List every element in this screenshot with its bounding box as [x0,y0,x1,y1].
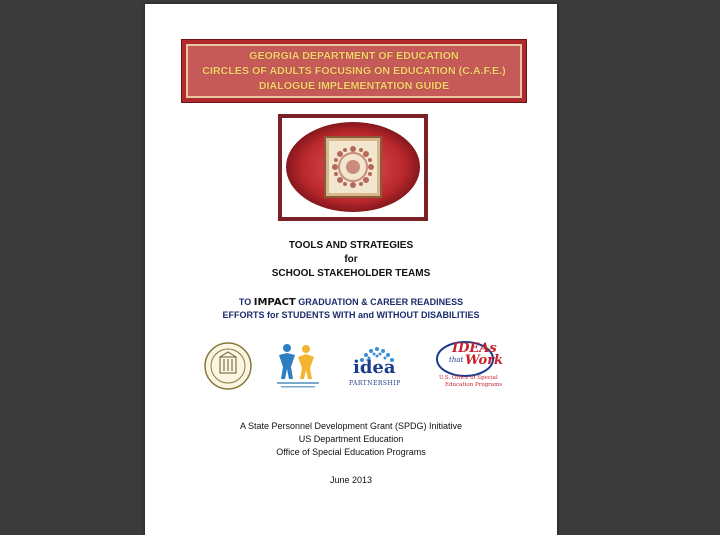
title-line-1: GEORGIA DEPARTMENT OF EDUCATION [249,49,459,62]
tools-line-2: for [344,254,358,265]
grant-line-2: US Department Education [298,434,404,444]
ideas-that-work-logo [435,339,507,395]
ideas-that: that [449,356,464,364]
idea-partnership-logo [345,345,409,393]
idea-sub: PARTNERSHIP [349,380,401,387]
tools-heading [145,239,557,281]
grant-line-3: Office of Special Education Programs [276,447,426,457]
ideas-line1: IDEAs [452,341,497,356]
cafe-emblem [278,114,428,221]
document-page [145,4,557,535]
publication-date: June 2013 [329,475,373,485]
tools-line-1: TOOLS AND STRATEGIES [288,240,414,251]
ideas-line2: Work [465,353,504,368]
grant-info [145,420,557,459]
impact-word: IMPACT [253,297,296,308]
impact-statement [145,296,557,322]
idea-word: idea [353,357,396,378]
title-line-3: DIALOGUE IMPLEMENTATION GUIDE [258,79,450,92]
title-line-2: CIRCLES OF ADULTS FOCUSING ON EDUCATION (C.A.F.E.) [202,64,506,77]
title-banner [181,39,527,103]
impact-suffix: GRADUATION & CAREER READINESS [295,297,464,307]
partner-logos [195,339,515,399]
title-banner-inner [186,44,522,98]
impact-line-2: EFFORTS for STUDENTS WITH and WITHOUT DISABILITIES [222,310,480,320]
tools-line-3: SCHOOL STAKEHOLDER TEAMS [271,268,431,279]
ideas-sub2: Education Programs [445,382,503,388]
ideas-sub1: U.S. Office of Special [439,375,498,381]
impact-prefix: TO [238,297,254,307]
georgia-doe-seal-icon [203,341,253,391]
grant-line-1: A State Personnel Development Grant (SPDG) Initiative [239,421,463,431]
impact-line-1 [145,296,557,309]
cafe-emblem-icon [283,119,423,216]
people-figures-logo-icon [273,341,323,389]
